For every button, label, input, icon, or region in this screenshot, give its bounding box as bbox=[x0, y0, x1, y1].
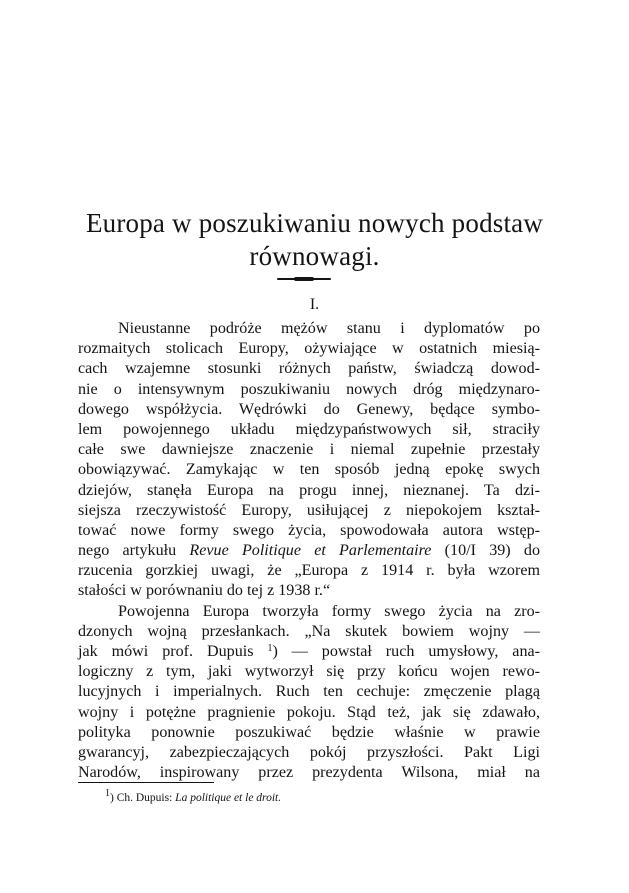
body-text bbox=[78, 319, 540, 783]
footnote-separator bbox=[78, 782, 214, 783]
body-line: nie o intensywnym poszukiwaniu nowych dróg międzynaro- bbox=[78, 380, 540, 398]
body-line: gwarancyj, zabezpieczających pokój przyszłości. Pakt Ligi bbox=[78, 743, 540, 761]
body-line: rozmaitych stolicach Europy, ożywiające w ostatnich miesią- bbox=[78, 340, 540, 358]
title-line-1: Europa w poszukiwaniu nowych podstaw bbox=[85, 208, 544, 238]
body-line: stałości w porównaniu do tej z 1938 r.“ bbox=[78, 582, 331, 600]
body-line: całe swe dawniejsze znaczenie i niemal zupełnie przestały bbox=[78, 441, 540, 459]
footnote-work-title: La politique et le droit. bbox=[175, 792, 282, 804]
footnote bbox=[105, 790, 505, 806]
title-separator-ornament bbox=[277, 278, 331, 280]
body-line: lem powojennego układu międzypaństwowych sił, straciły bbox=[78, 420, 540, 438]
body-text-segment: ) — powstał ruch umysłowy, ana- bbox=[272, 643, 541, 660]
body-line: dzonych wojną przesłankach. „Na skutek bowiem wojny — bbox=[78, 622, 540, 640]
body-text-segment: nego artykułu bbox=[78, 542, 190, 560]
footnote-mark: 1 bbox=[105, 788, 110, 799]
body-line: polityka ponownie poszukiwać będzie właśnie w prawie bbox=[78, 723, 540, 741]
body-text-segment: jak mówi prof. Dupuis bbox=[78, 643, 268, 660]
body-line: tować nowe formy swego życia, spowodowała autora wstęp- bbox=[78, 521, 540, 539]
body-line bbox=[78, 541, 540, 561]
body-line: dziejów, stanęła Europa na progu innej, nieznanej. Ta dzi- bbox=[78, 481, 540, 499]
body-line: Nieustanne podróże mężów stanu i dyplomatów po bbox=[118, 320, 540, 337]
title-line-2: równowagi. bbox=[249, 241, 380, 271]
body-line: wojny i potężne pragnienie pokoju. Stąd też, jak się zdawało, bbox=[78, 703, 540, 721]
footnote-text: ) Ch. Dupuis: bbox=[110, 792, 176, 804]
body-line: dowego współżycia. Wędrówki do Genewy, będące symbo- bbox=[78, 400, 540, 418]
body-line bbox=[78, 642, 540, 662]
journal-title: Revue Politique et Parlementaire bbox=[189, 542, 432, 560]
body-line: obowiązywać. Zamykając w ten sposób jedną epokę swych bbox=[78, 461, 540, 479]
body-line: lucyjnych i imperialnych. Ruch ten cechuje: zmęczenie plagą bbox=[78, 683, 540, 701]
body-line: cach wzajemne stosunki różnych państw, świadczą dowod- bbox=[78, 360, 540, 378]
body-line: siejsza rzeczywistość Europy, usiłującej z niepokojem kształ- bbox=[78, 501, 540, 519]
body-line: Powojenna Europa tworzyła formy swego życia na zro- bbox=[118, 602, 540, 620]
footnote-reference-mark[interactable]: 1 bbox=[267, 643, 273, 654]
body-line: logiczny z tym, jaki wytworzył się przy końcu wojen rewo- bbox=[78, 663, 540, 681]
body-line: Narodów, inspirowany przez prezydenta Wilsona, miał na bbox=[78, 764, 540, 782]
section-number: I. bbox=[309, 296, 320, 313]
body-line: rzucenia gorzkiej uwagi, że „Europa z 1914 r. była wzorem bbox=[78, 562, 540, 580]
body-text-segment: (10/I 39) do bbox=[431, 542, 541, 560]
